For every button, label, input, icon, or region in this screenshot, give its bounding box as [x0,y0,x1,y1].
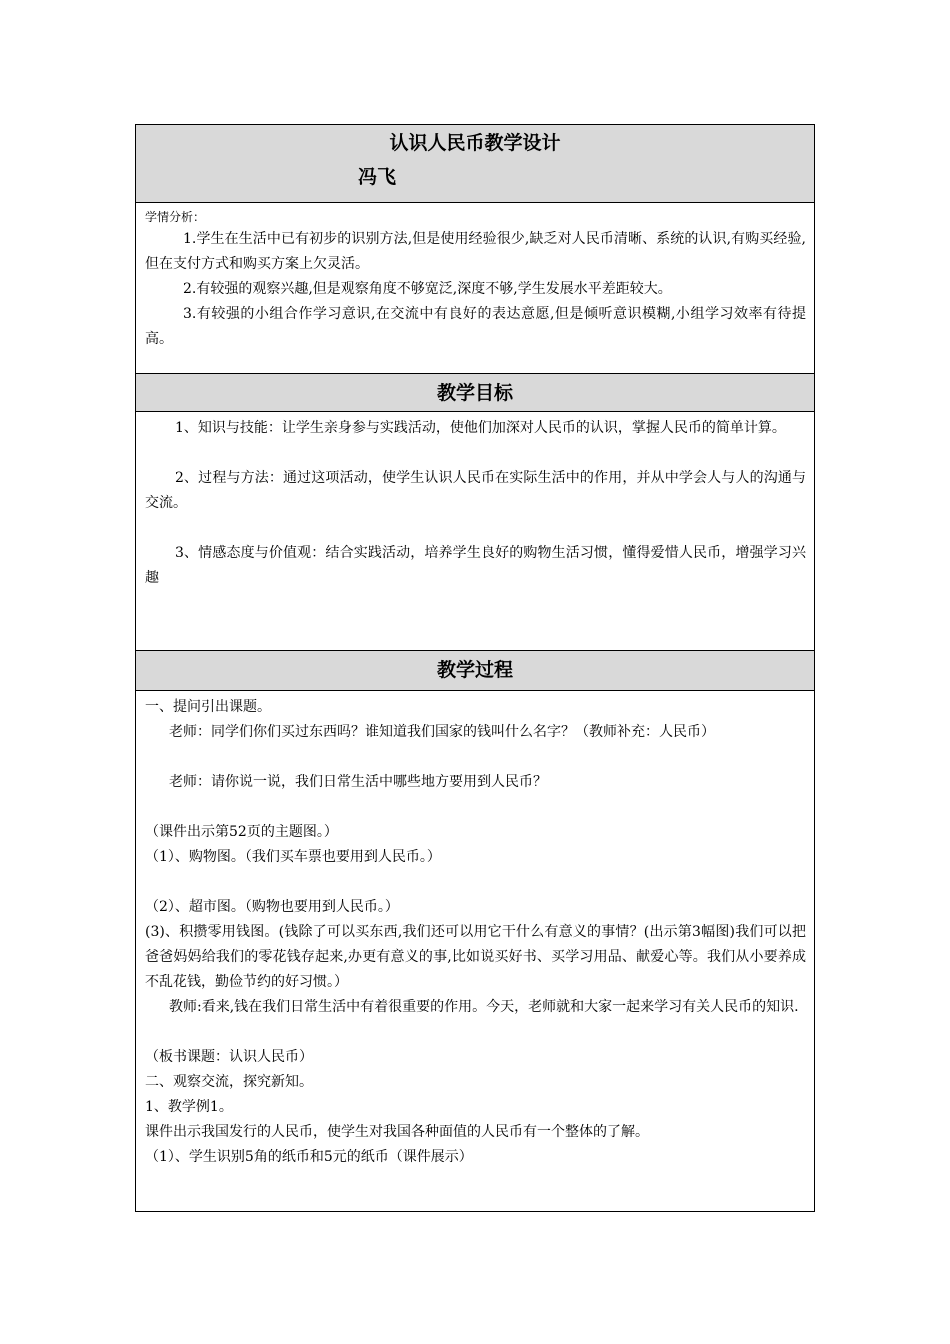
process-line: （1）、购物图。（我们买车票也要用到人民币。） [145,849,441,865]
process-line: 1、教学例1。 [145,1099,233,1115]
goals-text [145,416,806,591]
process-line: 教师:看来,钱在我们日常生活中有着很重要的作用。今天，老师就和大家一起来学习有关人民币的知识. [169,999,799,1015]
goal-item: 1、知识与技能：让学生亲身参与实践活动，使他们加深对人民币的认识，掌握人民币的简单计算。 [175,420,786,436]
analysis-item: 2.有较强的观察兴趣,但是观察角度不够宽泛,深度不够,学生发展水平差距较大。 [183,281,672,297]
student-analysis-text [145,207,806,352]
analysis-item: 1.学生在生活中已有初步的识别方法,但是使用经验很少,缺乏对人民币清晰、系统的认识,有购买经验,但在支付方式和购买方案上欠灵活。 [145,231,806,272]
lesson-plan-table [135,124,815,1212]
process-cell [136,691,814,1213]
document-title: 认识人民币教学设计 [389,132,561,154]
process-line: （板书课题：认识人民币） [145,1049,313,1065]
goal-item: 2、过程与方法：通过这项活动，使学生认识人民币在实际生活中的作用，并从中学会人与人的沟通与交流。 [145,470,806,511]
process-text [145,695,806,1170]
student-analysis-cell [136,203,814,374]
goals-heading-row [136,374,814,412]
process-line: 一、提问引出课题。 [145,699,271,715]
goals-heading: 教学目标 [436,382,513,404]
process-line: 二、观察交流，探究新知。 [145,1074,313,1090]
process-line: (3)、积攒零用钱图。(钱除了可以买东西,我们还可以用它干什么有意义的事情？(出示第3幅图)我们可以把爸爸妈妈给我们的零花钱存起来,办更有意义的事,比如说买好书、买学习用品、献爱心等。我们从小要养成不乱花钱，勤俭节约的好习惯。） [145,924,806,990]
title-row [136,125,814,203]
process-line: 老师：同学们你们买过东西吗？谁知道我们国家的钱叫什么名字？（教师补充：人民币） [169,724,715,740]
goal-item: 3、情感态度与价值观：结合实践活动，培养学生良好的购物生活习惯，懂得爱惜人民币，增强学习兴趣 [145,545,806,586]
author-name: 冯飞 [358,166,397,188]
process-line: （课件出示第52页的主题图。） [145,824,338,840]
process-heading: 教学过程 [436,659,513,681]
process-heading-row [136,651,814,691]
process-line: 老师：请你说一说，我们日常生活中哪些地方要用到人民币？ [169,774,547,790]
analysis-label: 学情分析： [145,210,206,224]
process-line: （1）、学生识别5角的纸币和5元的纸币（课件展示） [145,1149,473,1165]
process-line: 课件出示我国发行的人民币，使学生对我国各种面值的人民币有一个整体的了解。 [145,1124,649,1140]
goals-cell [136,412,814,651]
analysis-item: 3.有较强的小组合作学习意识,在交流中有良好的表达意愿,但是倾听意识模糊,小组学习效率有待提高。 [145,306,806,347]
process-line: （2）、超市图。（购物也要用到人民币。） [145,899,399,915]
